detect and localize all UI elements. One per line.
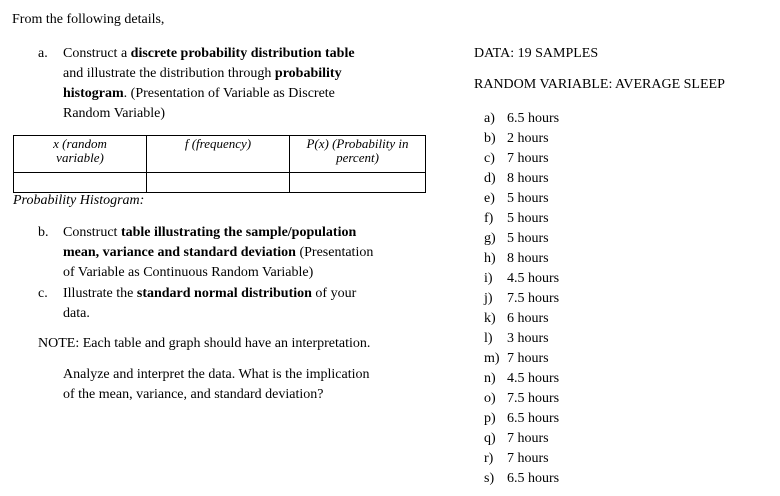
sample-value: 6.5 hours — [507, 471, 560, 486]
sample-value: 7 hours — [507, 151, 549, 166]
data-header: DATA: 19 SAMPLES — [474, 46, 599, 61]
sample-list — [474, 109, 559, 489]
sample-value: 8 hours — [507, 251, 549, 266]
sample-marker: f) — [484, 211, 494, 226]
task-c-line-1-end: of your — [311, 286, 357, 301]
sample-value: 4.5 hours — [507, 271, 560, 286]
list-item — [474, 389, 559, 409]
task-b-line-1-bold: table illustrating the sample/population — [120, 225, 357, 240]
task-a-line-2-text: and illustrate the distribution through — [63, 66, 275, 81]
sample-marker: l) — [484, 331, 493, 346]
sample-value: 5 hours — [507, 211, 549, 226]
task-c-line-1 — [63, 286, 356, 302]
list-item — [474, 329, 559, 349]
table-cell — [290, 173, 426, 193]
table-cell — [14, 173, 147, 193]
note-text: NOTE: Each table and graph should have an interpretation. — [38, 336, 371, 351]
list-item — [474, 129, 559, 149]
sample-value: 2 hours — [507, 131, 549, 146]
sample-marker: k) — [484, 311, 496, 326]
task-b-marker: b. — [38, 225, 49, 240]
sample-value: 7 hours — [507, 451, 549, 466]
task-c-line-1-text: Illustrate the — [63, 286, 137, 301]
sample-marker: h) — [484, 251, 496, 266]
sample-value: 7 hours — [507, 351, 549, 366]
intro-text: From the following details, — [12, 12, 165, 27]
task-a-line-4: Random Variable) — [63, 106, 165, 121]
table-row — [14, 173, 426, 193]
header-px — [290, 136, 426, 173]
sample-value: 6 hours — [507, 311, 549, 326]
task-a-marker: a. — [38, 46, 48, 61]
list-item — [474, 309, 559, 329]
task-a-line-3-bold: histogram — [63, 86, 124, 101]
task-c-line-2: data. — [63, 306, 90, 321]
sample-value: 6.5 hours — [507, 111, 560, 126]
header-f — [147, 136, 290, 173]
task-a-line-1 — [63, 46, 355, 62]
sample-marker: o) — [484, 391, 496, 406]
list-item — [474, 289, 559, 309]
list-item — [474, 249, 559, 269]
analyze-line-1: Analyze and interpret the data. What is the implication — [63, 367, 370, 382]
sample-marker: b) — [484, 131, 496, 146]
list-item — [474, 149, 559, 169]
sample-marker: c) — [484, 151, 495, 166]
sample-marker: n) — [484, 371, 496, 386]
header-x — [14, 136, 147, 173]
task-b-line-2 — [63, 245, 373, 261]
sample-marker: i) — [484, 271, 493, 286]
task-a-line-2 — [63, 66, 342, 82]
sample-marker: q) — [484, 431, 496, 446]
list-item — [474, 229, 559, 249]
sample-marker: d) — [484, 171, 496, 186]
sample-value: 4.5 hours — [507, 371, 560, 386]
sample-marker: a) — [484, 111, 495, 126]
list-item — [474, 369, 559, 389]
header-x-line-2: variable) — [56, 150, 104, 165]
sample-marker: p) — [484, 411, 496, 426]
histogram-label: Probability Histogram: — [13, 193, 145, 208]
sample-marker: e) — [484, 191, 495, 206]
random-variable-label: RANDOM VARIABLE: AVERAGE SLEEP — [474, 77, 725, 92]
sample-value: 7.5 hours — [507, 391, 560, 406]
table-cell — [147, 173, 290, 193]
sample-marker: s) — [484, 471, 495, 486]
task-a-line-1-bold: discrete probability distribution table — [130, 46, 355, 61]
analyze-line-2: of the mean, variance, and standard deviation? — [63, 387, 324, 402]
sample-value: 5 hours — [507, 231, 549, 246]
list-item — [474, 349, 559, 369]
list-item — [474, 209, 559, 229]
sample-value: 7 hours — [507, 431, 549, 446]
sample-marker: g) — [484, 231, 496, 246]
sample-value: 6.5 hours — [507, 411, 560, 426]
task-a-line-3-text: . (Presentation of Variable as Discrete — [123, 86, 335, 101]
list-item — [474, 449, 559, 469]
header-px-line-1: P(x) (Probability in — [306, 136, 409, 151]
task-b-line-2-text: (Presentation — [295, 245, 374, 260]
list-item — [474, 109, 559, 129]
list-item — [474, 169, 559, 189]
sample-marker: r) — [484, 451, 494, 466]
task-b-line-1-text: Construct — [63, 225, 121, 240]
task-c-line-1-bold: standard normal distribution — [136, 286, 312, 301]
sample-value: 3 hours — [507, 331, 549, 346]
list-item — [474, 409, 559, 429]
sample-marker: j) — [484, 291, 493, 306]
header-f-line-1: f (frequency) — [184, 136, 252, 151]
task-a-line-2-bold: probability — [274, 66, 342, 81]
task-c-marker: c. — [38, 286, 48, 301]
task-a-line-3 — [63, 86, 335, 102]
list-item — [474, 269, 559, 289]
task-a-line-1-text: Construct a — [63, 46, 131, 61]
list-item — [474, 469, 559, 489]
header-px-line-2: percent) — [336, 150, 379, 165]
probability-distribution-table — [13, 135, 426, 193]
task-b-line-2-bold: mean, variance and standard deviation — [63, 245, 296, 260]
sample-value: 5 hours — [507, 191, 549, 206]
header-x-line-1: x (random — [53, 136, 107, 151]
task-b-line-3: of Variable as Continuous Random Variable) — [63, 265, 314, 280]
sample-value: 7.5 hours — [507, 291, 560, 306]
list-item — [474, 429, 559, 449]
sample-value: 8 hours — [507, 171, 549, 186]
task-b-line-1 — [63, 225, 356, 241]
sample-marker: m) — [484, 351, 500, 366]
table-header-row — [14, 136, 426, 173]
list-item — [474, 189, 559, 209]
